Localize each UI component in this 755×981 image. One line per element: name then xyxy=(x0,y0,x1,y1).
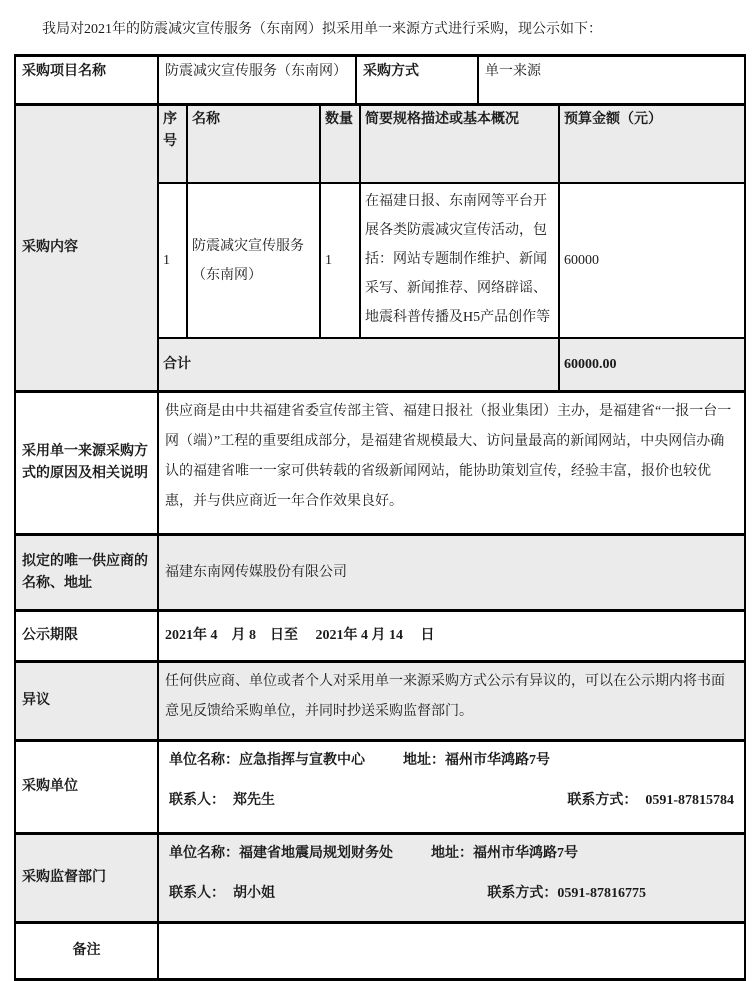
supervisor-addr-value: 福州市华鸿路7号 xyxy=(473,846,578,861)
items-table xyxy=(159,106,746,390)
supervisor-phone-value: 0591-87816775 xyxy=(557,886,646,901)
total-label-cell: 合计 xyxy=(159,338,559,390)
procurement-notice-table xyxy=(14,54,746,981)
content-label-cell: 采购内容 xyxy=(15,105,158,392)
purchaser-addr-label: 地址： xyxy=(403,753,445,768)
row-period xyxy=(15,611,745,662)
purchaser-org-line xyxy=(169,750,734,772)
row-supervisor xyxy=(15,834,745,923)
supervisor-phone xyxy=(487,883,646,905)
remark-label-cell: 备注 xyxy=(15,923,158,980)
total-value-cell: 60000.00 xyxy=(559,338,746,390)
item-row xyxy=(159,183,746,338)
supervisor-org-line xyxy=(169,843,734,865)
period-value-cell: 2021年 4 月 8 日至 2021年 4 月 14 日 xyxy=(158,611,745,662)
supplier-value-cell: 福建东南网传媒股份有限公司 xyxy=(158,535,745,611)
method-value-cell: 单一来源 xyxy=(478,56,745,105)
period-label-cell: 公示期限 xyxy=(15,611,158,662)
header-desc-cell: 简要规格描述或基本概况 xyxy=(360,106,559,183)
purchaser-contact-name: 郑先生 xyxy=(233,793,275,808)
row-reason xyxy=(15,392,745,535)
supervisor-info-cell xyxy=(158,834,745,923)
supervisor-contact-label: 联系人： xyxy=(169,886,225,901)
purchaser-org-name: 应急指挥与宣教中心 xyxy=(239,753,365,768)
reason-value-cell: 供应商是由中共福建省委宣传部主管、福建日报社（报业集团）主办，是福建省“一报一台一网（端）”工程的重要组成部分，是福建省规模最大、访问量最高的新闻网站，中央网信办确认的福建省唯一一家可供转载的省级新闻网站，能协助策划宣传，经验丰富，报价也较优惠，并与供应商近一年合作效果良好。 xyxy=(158,392,745,535)
header-budget-cell: 预算金额（元） xyxy=(559,106,746,183)
row-purchaser xyxy=(15,741,745,834)
item-qty-cell: 1 xyxy=(320,183,360,338)
items-total-row xyxy=(159,338,746,390)
header-no-cell: 序号 xyxy=(159,106,187,183)
items-header-row xyxy=(159,106,746,183)
reason-label-cell: 采用单一来源采购方式的原因及相关说明 xyxy=(15,392,158,535)
row-objection xyxy=(15,662,745,741)
item-desc-cell: 在福建日报、东南网等平台开展各类防震减灾宣传活动，包括：网站专题制作维护、新闻采写、新闻推荐、网络辟谣、地震科普传播及H5产品创作等 xyxy=(360,183,559,338)
supervisor-label-cell: 采购监督部门 xyxy=(15,834,158,923)
row-project xyxy=(15,56,745,105)
item-no-cell: 1 xyxy=(159,183,187,338)
purchaser-label-cell: 采购单位 xyxy=(15,741,158,834)
method-label-cell: 采购方式 xyxy=(356,56,478,105)
purchaser-org-label: 单位名称： xyxy=(169,753,239,768)
purchaser-contact-label: 联系人： xyxy=(169,793,225,808)
intro-text: 我局对2021年的防震减灾宣传服务（东南网）拟采用单一来源方式进行采购，现公示如下： xyxy=(14,22,602,37)
purchaser-contact xyxy=(169,790,275,812)
supplier-label-cell: 拟定的唯一供应商的名称、地址 xyxy=(15,535,158,611)
item-budget-cell: 60000 xyxy=(559,183,746,338)
purchaser-info-cell xyxy=(158,741,745,834)
purchaser-phone xyxy=(567,790,734,812)
supervisor-org-name: 福建省地震局规划财务处 xyxy=(239,846,393,861)
project-label-cell: 采购项目名称 xyxy=(15,56,158,105)
objection-label-cell: 异议 xyxy=(15,662,158,741)
header-name-cell: 名称 xyxy=(187,106,320,183)
supervisor-contact xyxy=(169,883,275,905)
remark-value-cell xyxy=(158,923,745,980)
header-qty-cell: 数量 xyxy=(320,106,360,183)
row-supplier xyxy=(15,535,745,611)
row-content xyxy=(15,105,745,392)
supervisor-org-label: 单位名称： xyxy=(169,846,239,861)
content-items-cell xyxy=(158,105,745,392)
purchaser-contact-line xyxy=(169,790,734,812)
purchaser-phone-label: 联系方式： xyxy=(567,793,638,808)
purchaser-addr-value: 福州市华鸿路7号 xyxy=(445,753,550,768)
objection-value-cell: 任何供应商、单位或者个人对采用单一来源采购方式公示有异议的，可以在公示期内将书面意见反馈给采购单位，并同时抄送采购监督部门。 xyxy=(158,662,745,741)
supervisor-contact-line xyxy=(169,883,734,905)
supervisor-phone-label: 联系方式： xyxy=(487,886,558,901)
row-remark xyxy=(15,923,745,980)
item-name-cell: 防震减灾宣传服务（东南网） xyxy=(187,183,320,338)
supervisor-contact-name: 胡小姐 xyxy=(233,886,275,901)
purchaser-phone-value: 0591-87815784 xyxy=(645,793,734,808)
supervisor-addr-label: 地址： xyxy=(431,846,473,861)
project-value-cell: 防震减灾宣传服务（东南网） xyxy=(158,56,356,105)
